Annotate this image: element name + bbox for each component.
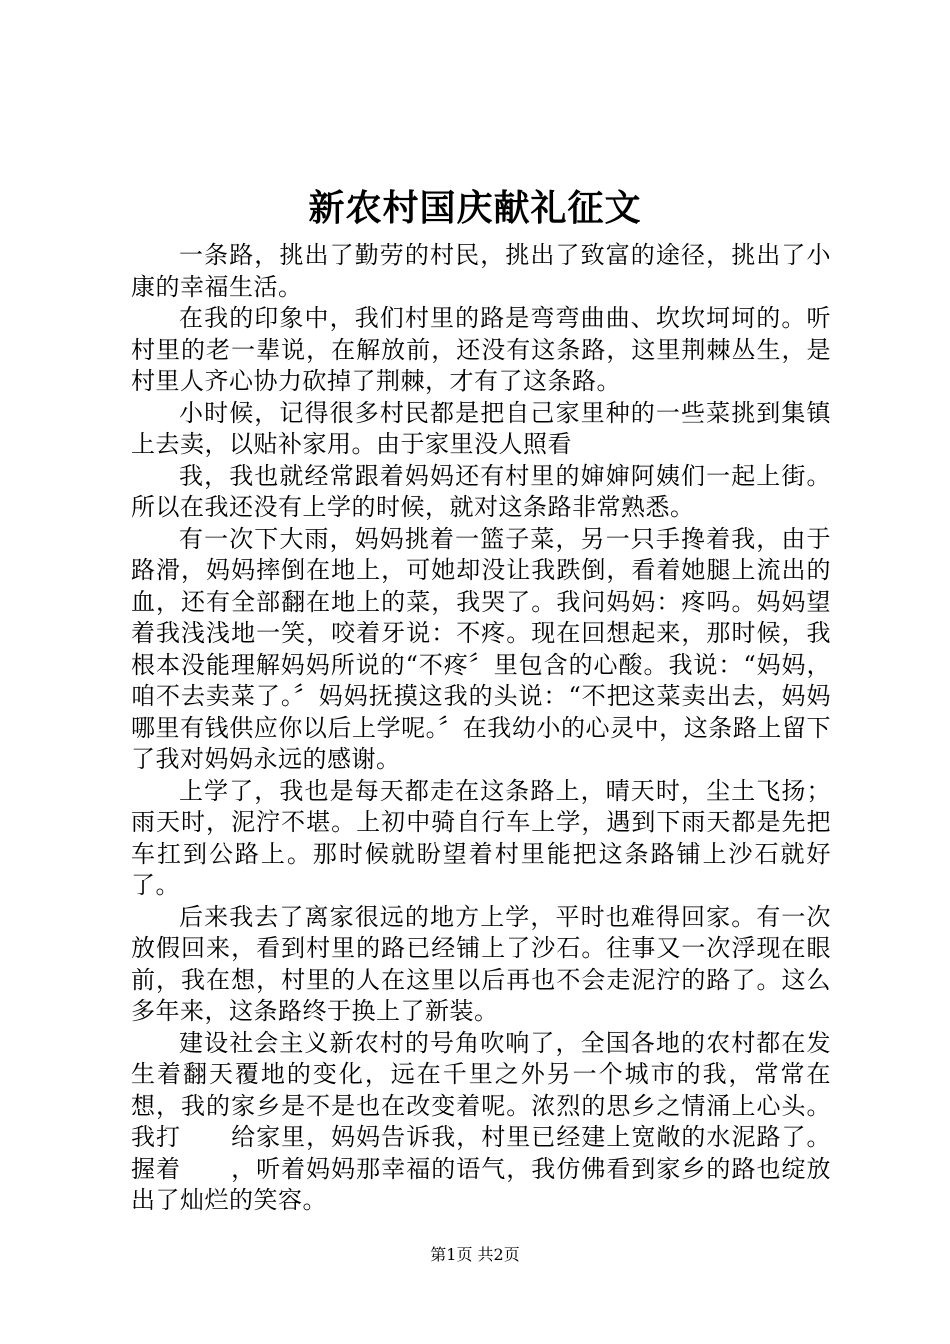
- paragraph: 一条路，挑出了勤劳的村民，挑出了致富的途径，挑出了小康的幸福生活。: [131, 241, 831, 301]
- paragraph: 有一次下大雨，妈妈挑着一篮子菜，另一只手搀着我，由于路滑，妈妈摔倒在地上，可她却没让我跌倒，看着她腿上流出的血，还有全部翻在地上的菜，我哭了。我问妈妈：疼吗。妈妈望着我浅浅地一笑，咬着牙说：不疼。现在回想起来，那时候，我根本没能理解妈妈所说的“不疼〞里包含的心酸。我说：“妈妈，咱不去卖菜了。〞妈妈抚摸这我的头说：“不把这菜卖出去，妈妈哪里有钱供应你以后上学呢。〞在我幼小的心灵中，这条路上留下了我对妈妈永远的感谢。: [131, 524, 831, 773]
- page-footer: 第1页 共2页: [430, 1245, 520, 1264]
- paragraph: 上学了，我也是每天都走在这条路上，晴天时，尘土飞扬；雨天时，泥泞不堪。上初中骑自行车上学，遇到下雨天都是先把车扛到公路上。那时候就盼望着村里能把这条路铺上沙石就好了。: [131, 776, 831, 899]
- document-title: 新农村国庆献礼征文: [308, 187, 642, 229]
- paragraph: 小时候，记得很多村民都是把自己家里种的一些菜挑到集镇上去卖，以贴补家用。由于家里没人照看: [131, 398, 831, 458]
- paragraph: 在我的印象中，我们村里的路是弯弯曲曲、坎坎坷坷的。听村里的老一辈说，在解放前，还没有这条路，这里荆棘丛生，是村里人齐心协力砍掉了荆棘，才有了这条路。: [131, 304, 831, 395]
- paragraph: 我，我也就经常跟着妈妈还有村里的婶婶阿姨们一起上街。所以在我还没有上学的时候，就对这条路非常熟悉。: [131, 461, 831, 521]
- paragraph: 建设社会主义新农村的号角吹响了，全国各地的农村都在发生着翻天覆地的变化，远在千里之外另一个城市的我，常常在想，我的家乡是不是也在改变着呢。浓烈的思乡之情涌上心头。我打 给家里，妈妈告诉我，村里已经建上宽敞的水泥路了。握着 ，听着妈妈那幸福的语气，我仿佛看到家乡的路也绽放出了灿烂的笑容。: [131, 1028, 831, 1214]
- document-body: [131, 240, 831, 1217]
- paragraph: 后来我去了离家很远的地方上学，平时也难得回家。有一次放假回来，看到村里的路已经铺上了沙石。往事又一次浮现在眼前，我在想，村里的人在这里以后再也不会走泥泞的路了。这么多年来，这条路终于换上了新装。: [131, 902, 831, 1025]
